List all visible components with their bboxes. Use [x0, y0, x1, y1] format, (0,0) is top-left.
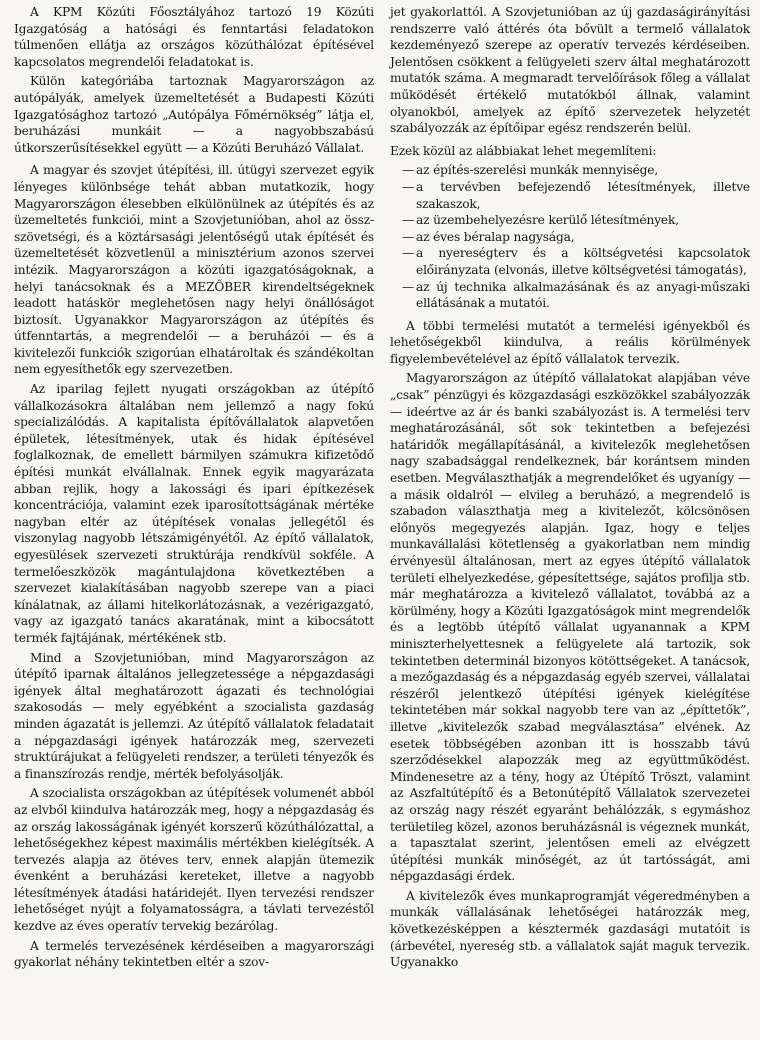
list-dash: —: [402, 229, 415, 244]
left-column: [14, 4, 374, 1040]
paragraph-termeles-tervezese: A termelés tervezésének kérdéseiben a magyarországi gyakorlat néhány tekintetben eltér a szov-: [14, 938, 374, 970]
list-dash: —: [402, 213, 415, 228]
list-item: [390, 229, 750, 246]
paragraph-nyugati-orszagok: Az iparilag fejlett nyugati országokban az útépítő vállalkozásokra általában nem jellemző a nagy fokú specializálódás. A kapitalista építővállalatok alapvetően épületek, létesítmények, utak és hidak építésével foglalkoznak, de emellett bármilyen számukra kifizetődő építési munkát elvállalnak. Ennek egyik magyarázata abban rejlik, hogy a lakossági és ipari építkezések koncentrációja, valamint ezek iparosítottságának mértéke nagyban eltér az útépítések vonalas jellegétől és viszonylag nagyobb létszámigényétől. Az építő vállalatok, egyesülések szervezeti struktúrája rendkívül sokféle. A termelőeszközök magántulajdona következtében a szervezet kialakításában nagyobb szerepe van a piaci kínálatnak, az állami hitelkorlátozásnak, a vezérigazgató, vagy az igazgató tanács akaratának, mint a kibocsátott termék fajtájának, mértékének stb.: [14, 382, 374, 645]
paragraph-magyar-szovjet-kulonbseg: A magyar és szovjet útépítési, ill. útügyi szervezet egyik lényeges különbsége tehát abban mutatkozik, hogy Magyarországon élesebben elkülönülnek az útépítés és az üzemeltetés funkciói, mint a Szovjetunióban, ahol az össz-szövetségi, és a köztársasági jelentőségű utak építését és üzemeltetését közvetlenül a minisztérium azonos szervei intézik. Magyarországon a közúti igazgatóságoknak, a helyi tanácsoknak és a MEZŐBER kirendeltségeknek leadott hatáskör meglehetősen nagy helyi önállóságot biztosít. Ugyanakkor Magyarországon az útépítés és útfenntartás, a megrendelői — a beruházói — és a kivitelezői funkciók szigorúan elhatároltak és szándékoltan nem egyesíthetők egy szervezetben.: [14, 163, 374, 377]
list-dash: —: [402, 163, 415, 178]
paragraph-magyarorszagi-szabalyozas: Magyarországon az útépítő vállalatokat alapjában véve „csak” pénzügyi és közgazdasági eszközökkel szabályozzák — ideértve az ár és banki szabályozást is. A termelési terv meghatározásánál, sőt sok tekintetben a befejezési határidők megállapításánál, a kivitelezők meglehetősen nagy szabadsággal rendelkeznek, bár korántsem minden esetben. Megválaszthatják a megrendelőket és ugyanígy — a másik oldalról — elvileg a beruházó, a megrendelő is szabadon választhatja meg a kivitelezőt, kölcsönösen előnyös megegyezés alapján. Igaz, hogy e teljes munkavállalási kötetlenség a gyakorlatban nem mindig érvényesül általánosan, mert az egyes útépítő vállalatok területi elhelyezkedése, gépesítettsége, sajátos profilja stb. már meghatározza a kivitelező vállalatot, továbbá az a körülmény, hogy a Közúti Igazgatóságok mint megrendelők és a legtöbb útépítő vállalat ugyanannak a KPM miniszterhelyettesnek a felügyelete alá tartozik, sok tekintetben determinál bizonyos kötöttségeket. A tanácsok, a mezőgazdaság és a népgazdaság egyéb szervei, vállalatai részéről jelentkező útépítési igények kielégítése tekintetében már sokkal nagyobb tere van az „építtetők”, illetve „kivitelezők szabad megválasztása” elvének. Az esetek többségében azonban itt is hosszabb távú szerződésekkel alapozzák meg az együttműködést. Mindenesetre az a tény, hogy az Útépítő Tröszt, valamint az Aszfaltútépítő és a Betonútépítő Vállalatok szervezetei az ország nagy részét egyaránt behálózzák, s egymáshoz területileg közel, azonos beruházásnál is végeznek munkát, a tapasztalat szerint, jelentősen emeli az elvégzett útépítési munkák minőségét, az út tartósságát, ami népgazdasági érdek.: [390, 371, 750, 884]
indicator-list: [390, 162, 750, 311]
right-column: [390, 4, 750, 1040]
list-dash: —: [402, 279, 415, 294]
list-intro: Ezek közül az alábbiakat lehet megemlíteni:: [390, 143, 657, 158]
list-item: [390, 162, 750, 179]
paragraph-szakosodas: Mind a Szovjetunióban, mind Magyarországon az útépítő iparnak általános jellegzetessége a népgazdasági igények által meghatározott ágazati és technológiai szakosodás — mely egyébként a szocialista gazdaság minden ágazatát is jellemzi. Az útépítő vállalatok feladatait a népgazdasági igények határozzák meg, szervezeti struktúrájukat a felügyeleti rendszer, a területi tényezők és a finanszírozás rendje, mérték befolyásolják.: [14, 650, 374, 781]
list-item: [390, 212, 750, 229]
paragraph-szovjet-gyakorlat: jet gyakorlattól. A Szovjetunióban az új gazdaságirányítási rendszerre való áttérés óta bővült a termelő vállalatok kezdeményező szerepe az operatív tervezés kérdéseiben. Jelentősen csökkent a felügyeleti szerv által meghatározott mutatók száma. A megmaradt tervelőírások főleg a vállalat működését értékelő mutatókból állnak, valamint olyanokból, amelyek az építő szervezetek helyzetét szabályozzák az építőipar egész rendszerén belül.: [390, 5, 750, 136]
list-item-text: az éves béralap nagysága,: [416, 229, 575, 244]
paragraph-kivitelezok-munkaprogramja: A kivitelezők éves munkaprogramját végeredményben a munkák vállalásának lehetőségei határozzák meg, következésképpen a késztermék gazdasági mutatóit is (árbevétel, nyereség stb. a vállalatok saját maguk tervezik. Ugyanakko: [390, 888, 750, 970]
list-item-text: az építés-szerelési munkák mennyisége,: [416, 163, 659, 178]
paragraph-kozuti-igazgatosag: A KPM Közúti Főosztályához tartozó 19 Közúti Igazgatóság a hatósági és fenntartási feladatokon túlmenően ellátja az országos közúthálózat építésével kapcsolatos megrendelői feladatokat is.: [14, 5, 374, 69]
list-item-text: a nyereségterv és a költségvetési kapcsolatok előirányzata (elvonás, illetve költségvetési támogatás),: [416, 246, 750, 277]
list-item-text: az új technika alkalmazásának és az anyagi-műszaki ellátásának a mutatói.: [416, 279, 750, 311]
list-item: [390, 179, 750, 212]
paragraph-autopalyak: Külön kategóriába tartoznak Magyarországon az autópályák, amelyek üzemeltetését a Budapesti Közúti Igazgatósághoz tartozó „Autópálya Főmérnökség” látja el, beruházási munkáit — a nagyobbszabású útkorszerűsítésekkel együtt — a Közúti Beruházó Vállalat.: [14, 74, 374, 155]
list-item-text: az üzembehelyezésre kerülő létesítmények,: [416, 213, 679, 228]
paragraph-szocialista-orszagok: A szocialista országokban az útépítések volumenét abból az elvből kiindulva határozzák meg, hogy a népgazdaság és az ország lakosságának igényét korszerű közúthálózattal, a lehetőségekhez képest maximális mértékben kielégítsék. A tervezés alapja az ötéves terv, ennek alapján ütemezik évenként a beruházási kereteket, illetve a nagyobb létesítmények átadási határidejét. Ilyen tervezési rendszer lehetőséget nyújt a folyamatosságra, a távlati tervezéstől kezdve az éves operatív tervekig bezárólag.: [14, 786, 374, 934]
list-item-text: a tervévben befejezendő létesítmények, illetve szakaszok,: [416, 179, 750, 211]
paragraph-tobbi-mutato: A többi termelési mutatót a termelési igényekből és lehetőségekből kiindulva, a reális körülmények figyelembevételével az építő vállalatok tervezik.: [390, 318, 750, 366]
list-dash: —: [402, 246, 415, 261]
list-dash: —: [402, 179, 415, 194]
list-item: [390, 245, 750, 278]
list-item: [390, 279, 750, 312]
